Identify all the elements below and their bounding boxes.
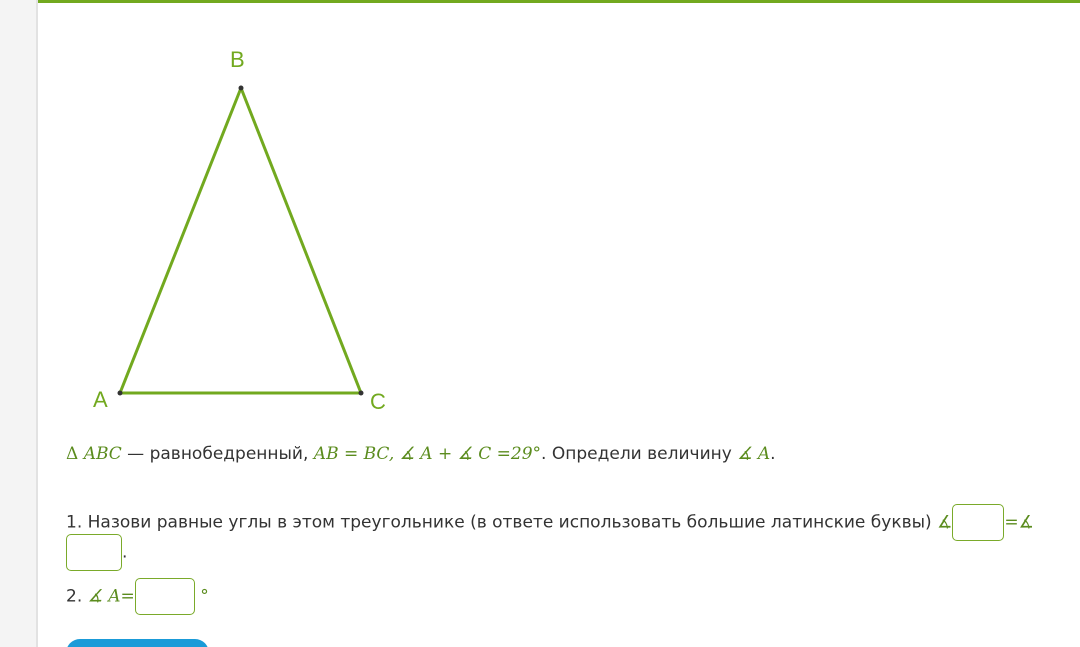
equal-angle-input-1[interactable]	[952, 504, 1004, 541]
angle-icon: ∡	[937, 512, 953, 533]
question-2	[66, 578, 209, 615]
side-equality: AB = BC,	[313, 444, 395, 464]
problem-end: .	[770, 444, 776, 464]
vertex-label-a: A	[93, 387, 108, 412]
vertex-label-b: B	[230, 47, 245, 72]
degree-symbol: °	[200, 586, 209, 607]
angle-icon: ∡	[1018, 512, 1034, 533]
problem-question-text: . Определи величину	[541, 444, 738, 464]
question-1-number: 1.	[66, 512, 83, 533]
content-border	[36, 0, 38, 647]
question-1	[66, 504, 1034, 541]
question-2-angle-expression: ∡ A=	[87, 586, 135, 607]
vertex-label-c: C	[370, 389, 386, 414]
angle-a-value-input[interactable]	[135, 578, 195, 615]
question-2-number: 2.	[66, 586, 83, 607]
check-answer-button[interactable]	[66, 639, 209, 647]
triangle-symbol: Δ	[66, 444, 79, 464]
target-angle: ∡ A	[737, 444, 771, 464]
question-1-continuation	[66, 534, 127, 571]
vertex-point-a	[118, 391, 123, 396]
problem-dash-text: — равнобедренный,	[121, 444, 314, 464]
angle-sum: ∡ A + ∡ C =29°	[399, 444, 542, 464]
side-bc	[241, 88, 361, 393]
top-accent-bar	[38, 0, 1080, 3]
question-1-period: .	[122, 542, 128, 563]
equal-angle-input-2[interactable]	[66, 534, 122, 571]
left-margin-strip	[0, 0, 38, 647]
vertex-point-b	[239, 86, 244, 91]
question-1-text: Назови равные углы в этом треугольнике (в ответе использовать большие латинские буквы)	[87, 512, 932, 533]
vertex-point-c	[359, 391, 364, 396]
triangle-name: ABC	[83, 444, 122, 464]
triangle-figure	[60, 40, 400, 420]
side-ab	[120, 88, 241, 393]
equals-sign: =	[1004, 512, 1019, 533]
triangle-lines	[120, 88, 361, 393]
problem-statement	[66, 444, 776, 464]
